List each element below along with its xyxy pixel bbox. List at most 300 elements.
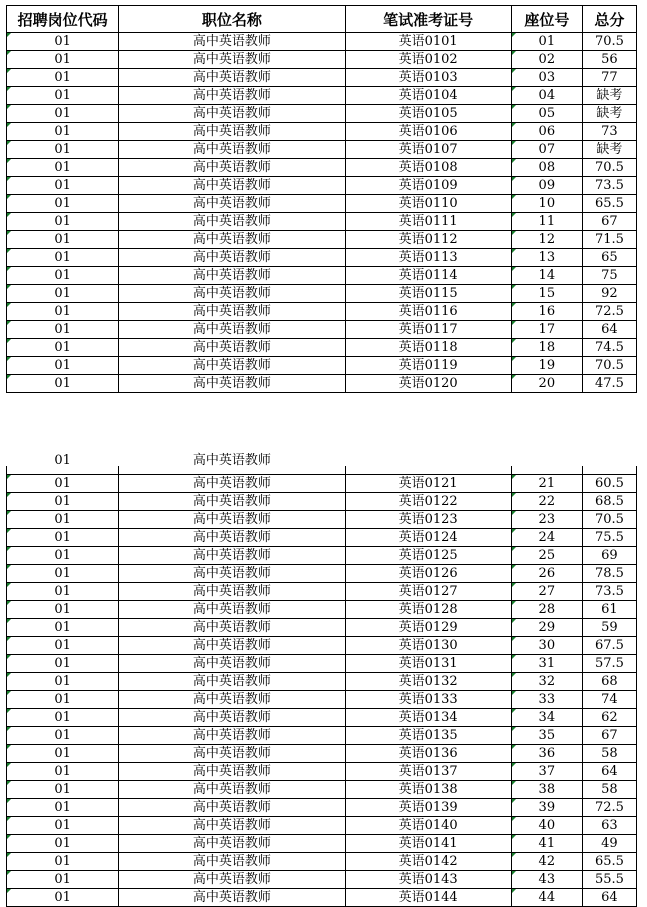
text-number-indicator-icon (7, 177, 11, 181)
cell-exam-number (345, 853, 511, 871)
text-number-indicator-icon (512, 817, 516, 821)
cell-total-score-text: 68.5 (594, 494, 624, 509)
cell-seat-number (511, 123, 582, 141)
text-number-indicator-icon (512, 51, 516, 55)
cell-exam-number-text: 英语0112 (398, 232, 458, 247)
cell-exam-number-text: 英语0106 (398, 124, 458, 139)
cell-seat-number-text: 13 (538, 250, 556, 265)
cell-seat-number-text: 06 (538, 124, 556, 139)
cell-position-name-text: 高中英语教师 (192, 196, 271, 211)
text-number-indicator-icon (7, 601, 11, 605)
cell-position-name-text: 高中英语教师 (192, 602, 271, 617)
table-row (7, 853, 637, 871)
cell-position-name-text: 高中英语教师 (192, 178, 271, 193)
cell-seat-number-text: 30 (538, 638, 556, 653)
cell-post-code-text: 01 (54, 656, 71, 671)
cell-total-score (582, 583, 636, 601)
cell-position-name-text: 高中英语教师 (192, 872, 271, 887)
cell-position-name (119, 655, 345, 673)
table-row (7, 637, 637, 655)
cell-seat-number-text: 16 (538, 304, 556, 319)
cell-exam-number (345, 267, 511, 285)
cell-seat-number-text: 37 (538, 764, 556, 779)
cell-position-name-text: 高中英语教师 (192, 782, 271, 797)
cell-total-score-text: 67 (601, 214, 618, 229)
cell-exam-number-text: 英语0140 (398, 818, 458, 833)
table-row (7, 619, 637, 637)
cell-post-code-text: 01 (54, 854, 71, 869)
cell-seat-number-text: 23 (538, 512, 556, 527)
cell-post-code (7, 619, 119, 637)
text-number-indicator-icon (7, 69, 11, 73)
cell-total-score (582, 547, 636, 565)
cell-total-score (582, 375, 636, 393)
cell-exam-number-text: 英语0125 (398, 548, 458, 563)
cell-post-code (7, 339, 119, 357)
cell-post-code (7, 69, 119, 87)
cell-exam-number (345, 357, 511, 375)
cell-total-score (582, 159, 636, 177)
cell-total-score-text: 75.5 (594, 530, 624, 545)
cell-position-name (119, 493, 345, 511)
cell-position-name (119, 339, 345, 357)
cell-total-score-text: 78.5 (594, 566, 624, 581)
cell-position-name (119, 835, 345, 853)
cell-total-score (582, 511, 636, 529)
text-number-indicator-icon (7, 339, 11, 343)
cell-exam-number-text: 英语0105 (398, 106, 458, 121)
cell-position-name-text: 高中英语教师 (192, 890, 271, 905)
table-row (7, 493, 637, 511)
text-number-indicator-icon (7, 691, 11, 695)
cell-position-name-text: 高中英语教师 (192, 854, 271, 869)
table-row (7, 565, 637, 583)
text-number-indicator-icon (7, 231, 11, 235)
cell-post-code-text: 01 (54, 692, 71, 707)
text-number-indicator-icon (7, 493, 11, 497)
cell-seat-number-text: 39 (538, 800, 556, 815)
cell-position-name (119, 51, 345, 69)
table-row (7, 529, 637, 547)
header-total-score: 总分 (582, 6, 636, 33)
cell-position-name-text: 高中英语教师 (192, 764, 271, 779)
cell-position-name-text: 高中英语教师 (192, 620, 271, 635)
cell-exam-number-text: 英语0136 (398, 746, 458, 761)
cell-post-code (7, 87, 119, 105)
cell-exam-number-text: 英语0119 (398, 358, 458, 373)
cell-total-score-text: 67 (601, 728, 618, 743)
cell-post-code-text: 01 (54, 746, 71, 761)
cell-exam-number-text: 英语0137 (398, 764, 458, 779)
cell-position-name (119, 321, 345, 339)
text-number-indicator-icon (7, 141, 11, 145)
cell-exam-number-text: 英语0104 (398, 88, 458, 103)
cell-total-score (582, 466, 636, 475)
cell-position-name (119, 547, 345, 565)
cell-seat-number (511, 763, 582, 781)
cell-seat-number-text: 04 (538, 88, 556, 103)
cell-exam-number-text: 英语0129 (398, 620, 458, 635)
cell-total-score (582, 69, 636, 87)
text-number-indicator-icon (7, 159, 11, 163)
cell-total-score (582, 673, 636, 691)
cell-position-name-text: 高中英语教师 (192, 376, 271, 391)
cell-seat-number (511, 375, 582, 393)
cell-exam-number (345, 547, 511, 565)
cell-position-name (119, 817, 345, 835)
table-row (7, 51, 637, 69)
table-row (7, 33, 637, 51)
cell-position-name (119, 529, 345, 547)
cell-post-code-text: 01 (54, 548, 71, 563)
table-row (7, 709, 637, 727)
cell-post-code-text: 01 (54, 494, 71, 509)
cell-post-code-text: 01 (54, 232, 71, 247)
cell-exam-number (345, 475, 511, 493)
cell-exam-number-text: 英语0139 (398, 800, 458, 815)
cell-exam-number (345, 529, 511, 547)
cell-exam-number (345, 673, 511, 691)
cell-position-name-text: 高中英语教师 (192, 728, 271, 743)
cell-total-score-text: 49 (601, 836, 618, 851)
cell-post-code (7, 213, 119, 231)
text-number-indicator-icon (512, 249, 516, 253)
cell-seat-number (511, 466, 582, 475)
text-number-indicator-icon (7, 619, 11, 623)
cell-post-code (7, 637, 119, 655)
cell-post-code-text: 01 (54, 530, 71, 545)
cell-position-name (119, 583, 345, 601)
cell-seat-number-text: 18 (538, 340, 556, 355)
cell-post-code (7, 511, 119, 529)
table-row (7, 655, 637, 673)
table-row (7, 727, 637, 745)
cell-exam-number-text: 英语0128 (398, 602, 458, 617)
cell-exam-number-text: 英语0110 (398, 196, 458, 211)
cell-exam-number-text: 英语0116 (398, 304, 458, 319)
text-number-indicator-icon (7, 673, 11, 677)
cell-post-code (7, 547, 119, 565)
cell-post-code (7, 493, 119, 511)
cell-position-name-text: 高中英语教师 (192, 70, 271, 85)
cell-total-score (582, 853, 636, 871)
cell-position-name (119, 87, 345, 105)
cell-exam-number-text: 英语0126 (398, 566, 458, 581)
cell-total-score (582, 195, 636, 213)
cell-exam-number (345, 105, 511, 123)
cell-seat-number-text: 17 (538, 322, 556, 337)
text-number-indicator-icon (512, 475, 516, 479)
cell-exam-number (345, 159, 511, 177)
cell-exam-number (345, 511, 511, 529)
cell-total-score-text: 缺考 (596, 142, 623, 157)
cell-post-code (7, 51, 119, 69)
cell-exam-number-text: 英语0121 (398, 476, 458, 491)
cell-post-code (7, 817, 119, 835)
partial-code: 01 (54, 453, 71, 468)
cell-total-score-text: 70.5 (594, 512, 624, 527)
cell-total-score (582, 655, 636, 673)
text-number-indicator-icon (7, 87, 11, 91)
cell-post-code-text: 01 (54, 124, 71, 139)
cell-exam-number (345, 493, 511, 511)
cell-exam-number-text: 英语0120 (398, 376, 458, 391)
cell-seat-number-text: 05 (538, 106, 556, 121)
score-table-bottom (6, 453, 637, 907)
cell-seat-number-text: 12 (538, 232, 556, 247)
cell-seat-number (511, 105, 582, 123)
cell-total-score (582, 51, 636, 69)
cell-total-score-text: 72.5 (594, 800, 624, 815)
cell-position-name-text: 高中英语教师 (192, 836, 271, 851)
table-row (7, 745, 637, 763)
cell-seat-number-text: 20 (538, 376, 556, 391)
cell-position-name (119, 285, 345, 303)
text-number-indicator-icon (512, 303, 516, 307)
cell-total-score-text: 74.5 (594, 340, 624, 355)
cell-post-code-text: 01 (54, 710, 71, 725)
cell-position-name (119, 565, 345, 583)
cell-seat-number-text: 02 (538, 52, 556, 67)
cell-position-name (119, 141, 345, 159)
cell-total-score (582, 177, 636, 195)
cell-exam-number-text: 英语0111 (398, 214, 458, 229)
cell-post-code-text: 01 (54, 584, 71, 599)
cell-total-score (582, 637, 636, 655)
cell-seat-number-text: 01 (538, 34, 556, 49)
cell-total-score-text: 68 (601, 674, 618, 689)
cell-seat-number (511, 195, 582, 213)
cell-exam-number-text: 英语0132 (398, 674, 458, 689)
cell-post-code (7, 889, 119, 907)
cell-seat-number-text: 24 (538, 530, 556, 545)
text-number-indicator-icon (512, 339, 516, 343)
cell-seat-number (511, 565, 582, 583)
table-row (7, 141, 637, 159)
cell-total-score-text: 73.5 (594, 584, 624, 599)
text-number-indicator-icon (7, 105, 11, 109)
cell-exam-number (345, 33, 511, 51)
text-number-indicator-icon (7, 637, 11, 641)
header-exam-number: 笔试准考证号 (345, 6, 511, 33)
cell-exam-number-text: 英语0103 (398, 70, 458, 85)
cell-post-code-text: 01 (54, 800, 71, 815)
text-number-indicator-icon (512, 529, 516, 533)
cell-position-name-text: 高中英语教师 (192, 566, 271, 581)
cell-seat-number (511, 691, 582, 709)
cell-post-code-text: 01 (54, 106, 71, 121)
cell-seat-number-text: 41 (538, 836, 556, 851)
cell-exam-number (345, 339, 511, 357)
cell-post-code (7, 691, 119, 709)
cell-post-code (7, 105, 119, 123)
cell-post-code (7, 709, 119, 727)
cell-exam-number (345, 889, 511, 907)
table-row (7, 691, 637, 709)
cell-post-code-text: 01 (54, 638, 71, 653)
cell-position-name-text: 高中英语教师 (192, 638, 271, 653)
text-number-indicator-icon (7, 511, 11, 515)
cell-total-score (582, 601, 636, 619)
cell-position-name-text: 高中英语教师 (192, 494, 271, 509)
cell-exam-number-text: 英语0141 (398, 836, 458, 851)
cell-seat-number-text: 38 (538, 782, 556, 797)
cell-total-score (582, 781, 636, 799)
cell-position-name-text: 高中英语教师 (192, 142, 271, 157)
cell-exam-number-text: 英语0138 (398, 782, 458, 797)
text-number-indicator-icon (7, 817, 11, 821)
cell-post-code-text: 01 (54, 566, 71, 581)
cell-post-code (7, 249, 119, 267)
text-number-indicator-icon (512, 231, 516, 235)
cell-total-score-text: 65.5 (594, 854, 624, 869)
cell-seat-number-text: 36 (538, 746, 556, 761)
text-number-indicator-icon (512, 583, 516, 587)
cell-exam-number (345, 691, 511, 709)
cell-seat-number (511, 853, 582, 871)
cell-exam-number (345, 565, 511, 583)
cell-total-score (582, 709, 636, 727)
cell-exam-number (345, 213, 511, 231)
cell-seat-number-text: 28 (538, 602, 556, 617)
cell-seat-number-text: 34 (538, 710, 556, 725)
text-number-indicator-icon (7, 781, 11, 785)
cell-seat-number (511, 547, 582, 565)
text-number-indicator-icon (512, 177, 516, 181)
cell-total-score-text: 缺考 (596, 88, 623, 103)
cell-position-name-text: 高中英语教师 (192, 106, 271, 121)
cell-position-name-text: 高中英语教师 (192, 34, 271, 49)
cell-position-name-text: 高中英语教师 (192, 304, 271, 319)
cell-exam-number-text: 英语0134 (398, 710, 458, 725)
cell-post-code (7, 123, 119, 141)
cell-post-code-text: 01 (54, 286, 71, 301)
partial-position: 高中英语教师 (192, 453, 271, 468)
cell-position-name-text: 高中英语教师 (192, 692, 271, 707)
cell-position-name-text: 高中英语教师 (192, 584, 271, 599)
cell-seat-number-text: 27 (538, 584, 556, 599)
cell-seat-number-text: 31 (538, 656, 556, 671)
cell-position-name-text: 高中英语教师 (192, 232, 271, 247)
cell-post-code-text: 01 (54, 512, 71, 527)
cell-post-code-text: 01 (54, 160, 71, 175)
cell-position-name-text: 高中英语教师 (192, 800, 271, 815)
cell-post-code (7, 799, 119, 817)
cell-total-score-text: 72.5 (594, 304, 624, 319)
text-number-indicator-icon (7, 745, 11, 749)
cell-seat-number (511, 835, 582, 853)
text-number-indicator-icon (512, 195, 516, 199)
cell-position-name (119, 249, 345, 267)
table-row (7, 105, 637, 123)
cell-exam-number-text: 英语0131 (398, 656, 458, 671)
table-row (7, 763, 637, 781)
cell-position-name (119, 709, 345, 727)
score-table-top (6, 5, 637, 393)
cell-position-name (119, 871, 345, 889)
text-number-indicator-icon (512, 493, 516, 497)
cell-position-name (119, 123, 345, 141)
cell-post-code (7, 745, 119, 763)
cell-post-code (7, 529, 119, 547)
cell-post-code-text: 01 (54, 250, 71, 265)
cell-seat-number-text: 08 (538, 160, 556, 175)
cell-position-name-text: 高中英语教师 (192, 124, 271, 139)
cell-seat-number (511, 51, 582, 69)
cell-seat-number (511, 583, 582, 601)
cell-seat-number (511, 637, 582, 655)
cell-post-code (7, 159, 119, 177)
cell-total-score (582, 529, 636, 547)
text-number-indicator-icon (512, 285, 516, 289)
cell-total-score-text: 60.5 (594, 476, 624, 491)
text-number-indicator-icon (7, 195, 11, 199)
cell-seat-number-text: 25 (538, 548, 556, 563)
cell-position-name-text: 高中英语教师 (192, 286, 271, 301)
table-row (7, 799, 637, 817)
cell-exam-number (345, 781, 511, 799)
cell-exam-number (345, 69, 511, 87)
cell-post-code-text: 01 (54, 890, 71, 905)
table-row (7, 303, 637, 321)
cell-post-code (7, 141, 119, 159)
cell-total-score (582, 339, 636, 357)
text-number-indicator-icon (512, 123, 516, 127)
cell-seat-number-text: 43 (538, 872, 556, 887)
cell-seat-number-text: 29 (538, 620, 556, 635)
cell-post-code-text: 01 (54, 620, 71, 635)
text-number-indicator-icon (512, 511, 516, 515)
cell-post-code (7, 583, 119, 601)
cell-total-score (582, 493, 636, 511)
cell-exam-number-text: 英语0109 (398, 178, 458, 193)
cell-exam-number (345, 321, 511, 339)
cell-exam-number (345, 619, 511, 637)
text-number-indicator-icon (7, 249, 11, 253)
cell-total-score-text: 70.5 (594, 160, 624, 175)
cell-exam-number (345, 709, 511, 727)
table-row (7, 511, 637, 529)
cell-exam-number (345, 637, 511, 655)
cell-total-score-text: 65.5 (594, 196, 624, 211)
table-row (7, 249, 637, 267)
text-number-indicator-icon (512, 141, 516, 145)
cell-total-score (582, 303, 636, 321)
cell-post-code (7, 303, 119, 321)
cell-seat-number-text: 22 (538, 494, 556, 509)
cell-post-code (7, 655, 119, 673)
table-row (7, 177, 637, 195)
cell-total-score-text: 55.5 (594, 872, 624, 887)
cell-exam-number-text: 英语0142 (398, 854, 458, 869)
cell-total-score (582, 727, 636, 745)
cell-seat-number-text: 10 (538, 196, 556, 211)
text-number-indicator-icon (512, 267, 516, 271)
cell-total-score (582, 799, 636, 817)
cell-total-score-text: 75 (601, 268, 618, 283)
cell-post-code-text: 01 (54, 872, 71, 887)
cell-position-name-text: 高中英语教师 (192, 250, 271, 265)
cell-seat-number (511, 889, 582, 907)
cell-exam-number-text: 英语0102 (398, 52, 458, 67)
cell-seat-number-text: 32 (538, 674, 556, 689)
cell-seat-number (511, 745, 582, 763)
text-number-indicator-icon (512, 781, 516, 785)
text-number-indicator-icon (7, 51, 11, 55)
cell-post-code-text: 01 (54, 764, 71, 779)
cell-total-score (582, 321, 636, 339)
cell-position-name (119, 619, 345, 637)
